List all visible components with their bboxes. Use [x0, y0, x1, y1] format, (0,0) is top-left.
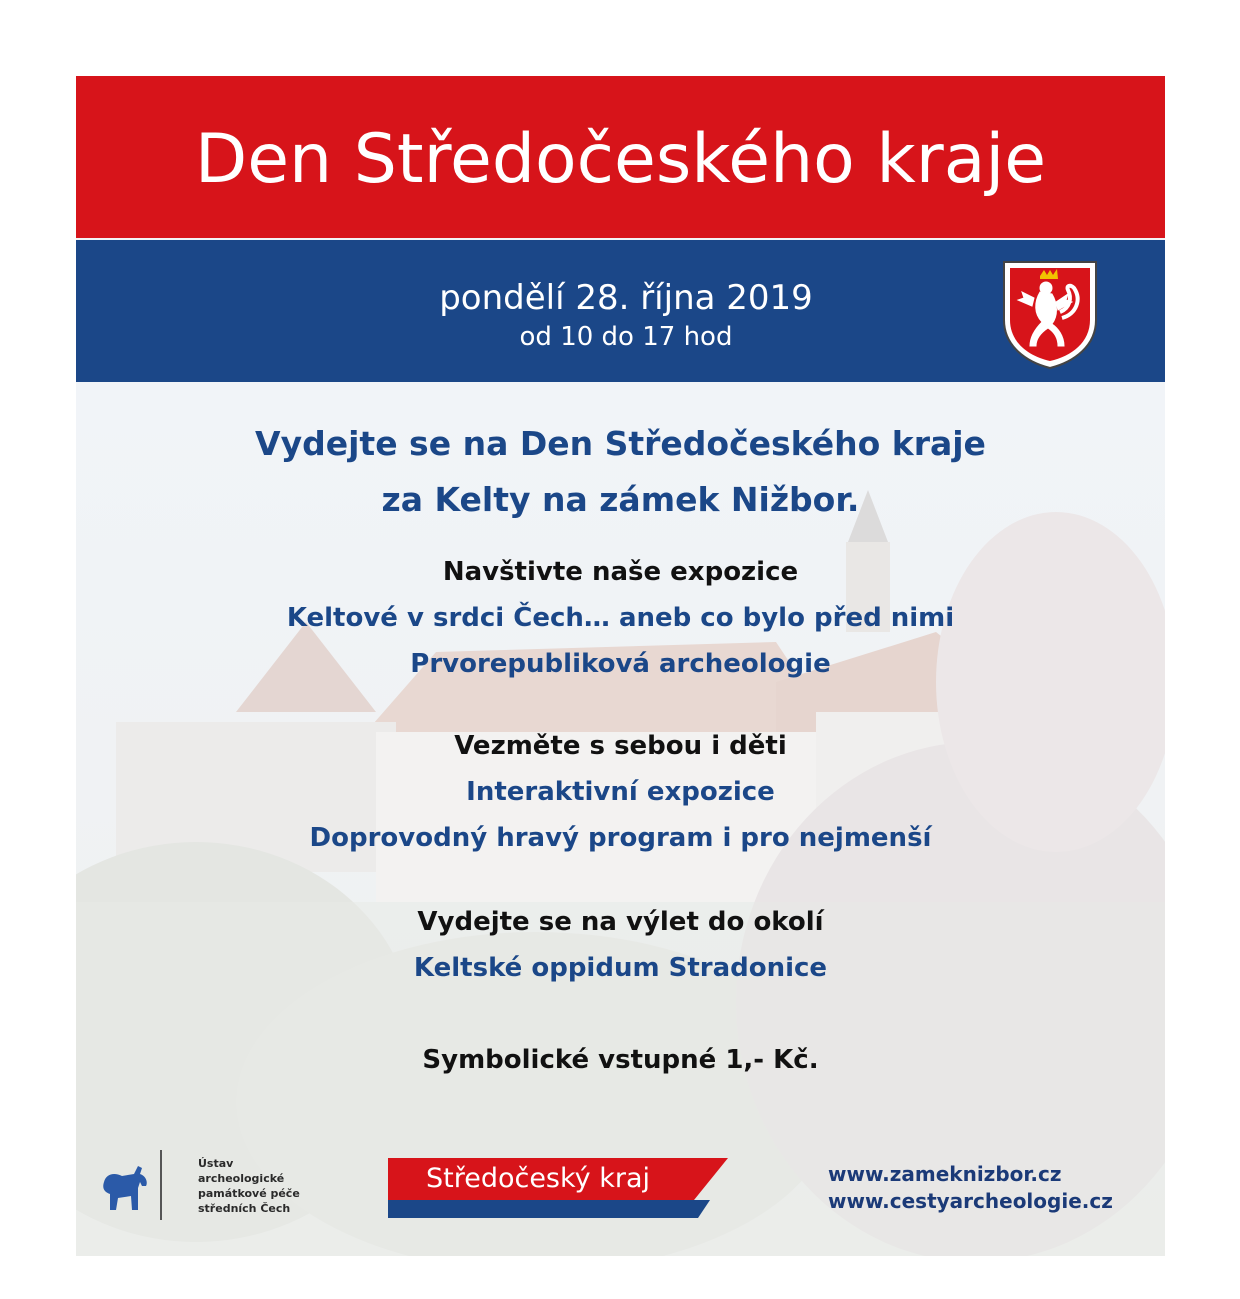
date-band: [76, 240, 1165, 382]
uapp-name-line: středních Čech: [198, 1202, 291, 1215]
event-time: od 10 do 17 hod: [519, 322, 733, 352]
section-heading-children: Vezměte s sebou i děti: [454, 731, 787, 761]
horse-icon: [98, 1160, 152, 1214]
headline-line-2: za Kelty na zámek Nižbor.: [381, 480, 860, 519]
link-cestyarcheologie[interactable]: www.cestyarcheologie.cz: [828, 1189, 1113, 1213]
exhibition-item: Keltové v srdci Čech… aneb co bylo před nimi: [286, 603, 955, 633]
logo-divider: [160, 1150, 162, 1220]
uapp-logo: [98, 1150, 318, 1228]
footer-links: [828, 1161, 1158, 1215]
stredocesky-kraj-logo: [388, 1158, 728, 1220]
exhibition-item: Prvorepubliková archeologie: [410, 649, 831, 679]
title-band: [76, 76, 1165, 238]
uapp-name-line: památkové péče: [198, 1187, 300, 1200]
bohemian-lion-shield-icon: [1000, 258, 1100, 370]
region-logo-text: Středočeský kraj: [425, 1163, 651, 1194]
section-heading-exhibitions: Navštivte naše expozice: [442, 557, 799, 587]
headline-line-1: Vydejte se na Den Středočeského kraje: [255, 424, 986, 463]
section-heading-trip: Vydejte se na výlet do okolí: [417, 907, 824, 937]
uapp-name-line: Ústav archeologické: [198, 1157, 285, 1185]
event-title: Den Středočeského kraje: [194, 120, 1047, 199]
admission-text: Symbolické vstupné 1,- Kč.: [422, 1045, 819, 1075]
link-zameknizbor[interactable]: www.zameknizbor.cz: [828, 1162, 1062, 1186]
trip-item: Keltské oppidum Stradonice: [413, 953, 828, 983]
poster: [76, 76, 1165, 1256]
event-date: pondělí 28. října 2019: [439, 278, 813, 318]
uapp-name: [198, 1156, 318, 1216]
children-item: Doprovodný hravý program i pro nejmenší: [309, 823, 932, 853]
children-item: Interaktivní expozice: [466, 777, 775, 807]
